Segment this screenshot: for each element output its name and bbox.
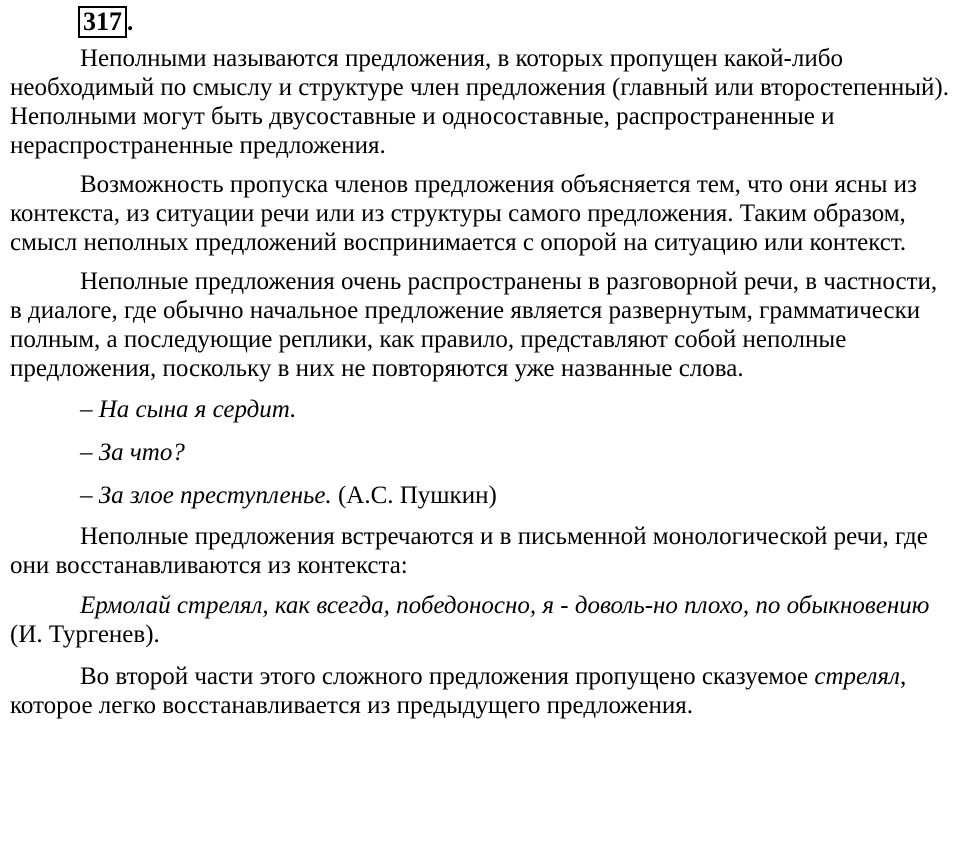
paragraph-colloquial: Неполные предложения очень распространены в разговорной речи, в частности, в диалоге, где обычно начальное предложение является развернутым, грамматически полным, а последующие реплики, как правило, представляют собой неполные предложения, поскольку в них не повторяются уже названные слова. — [10, 268, 938, 382]
quote-example — [10, 591, 950, 649]
paragraph-written: Неполные предложения встречаются и в письменной монологической речи, где они восстанавливаются из контекста: — [10, 523, 928, 579]
dialogue-line-3 — [10, 481, 950, 510]
dialogue-line-2 — [10, 438, 950, 467]
dialogue-line-1 — [10, 395, 950, 424]
conclusion-end: , которое легко восстанавливается из предыдущего предложения. — [10, 663, 907, 719]
dialogue-line-2-text: – За что? — [80, 439, 185, 466]
conclusion-word: стрелял — [814, 663, 900, 690]
exercise-header — [10, 6, 950, 38]
exercise-number-dot: . — [127, 9, 134, 36]
paragraph-conclusion — [10, 662, 950, 720]
exercise-number: 317 — [83, 7, 122, 36]
dialogue-line-3-text: – За злое преступленье. — [80, 482, 332, 509]
quote-text: Ермолай стрелял, как всегда, победоносно, я - доволь-но плохо, по обыкновению — [80, 592, 930, 619]
paragraph-possibility: Возможность пропуска членов предложения объясняется тем, что они ясны из контекста, из ситуации речи или из структуры самого предложения. Таким образом, смысл неполных предложений воспринимается с опорой на ситуацию или контекст. — [10, 171, 917, 256]
conclusion-start: Во второй части этого сложного предложения пропущено сказуемое — [80, 663, 815, 690]
paragraph-definition: Неполными называются предложения, в которых пропущен какой-либо необходимый по смыслу и структуре член предложения (главный или второстепенный). Неполными могут быть двусоставные и односоставные, распространенные и нераспространенные предложения. — [10, 45, 949, 159]
dialogue-source: (А.С. Пушкин) — [331, 482, 497, 509]
exercise-number-box — [78, 6, 127, 38]
dialogue-line-1-text: – На сына я сердит. — [80, 396, 297, 423]
quote-source: (И. Тургенев). — [10, 621, 160, 648]
